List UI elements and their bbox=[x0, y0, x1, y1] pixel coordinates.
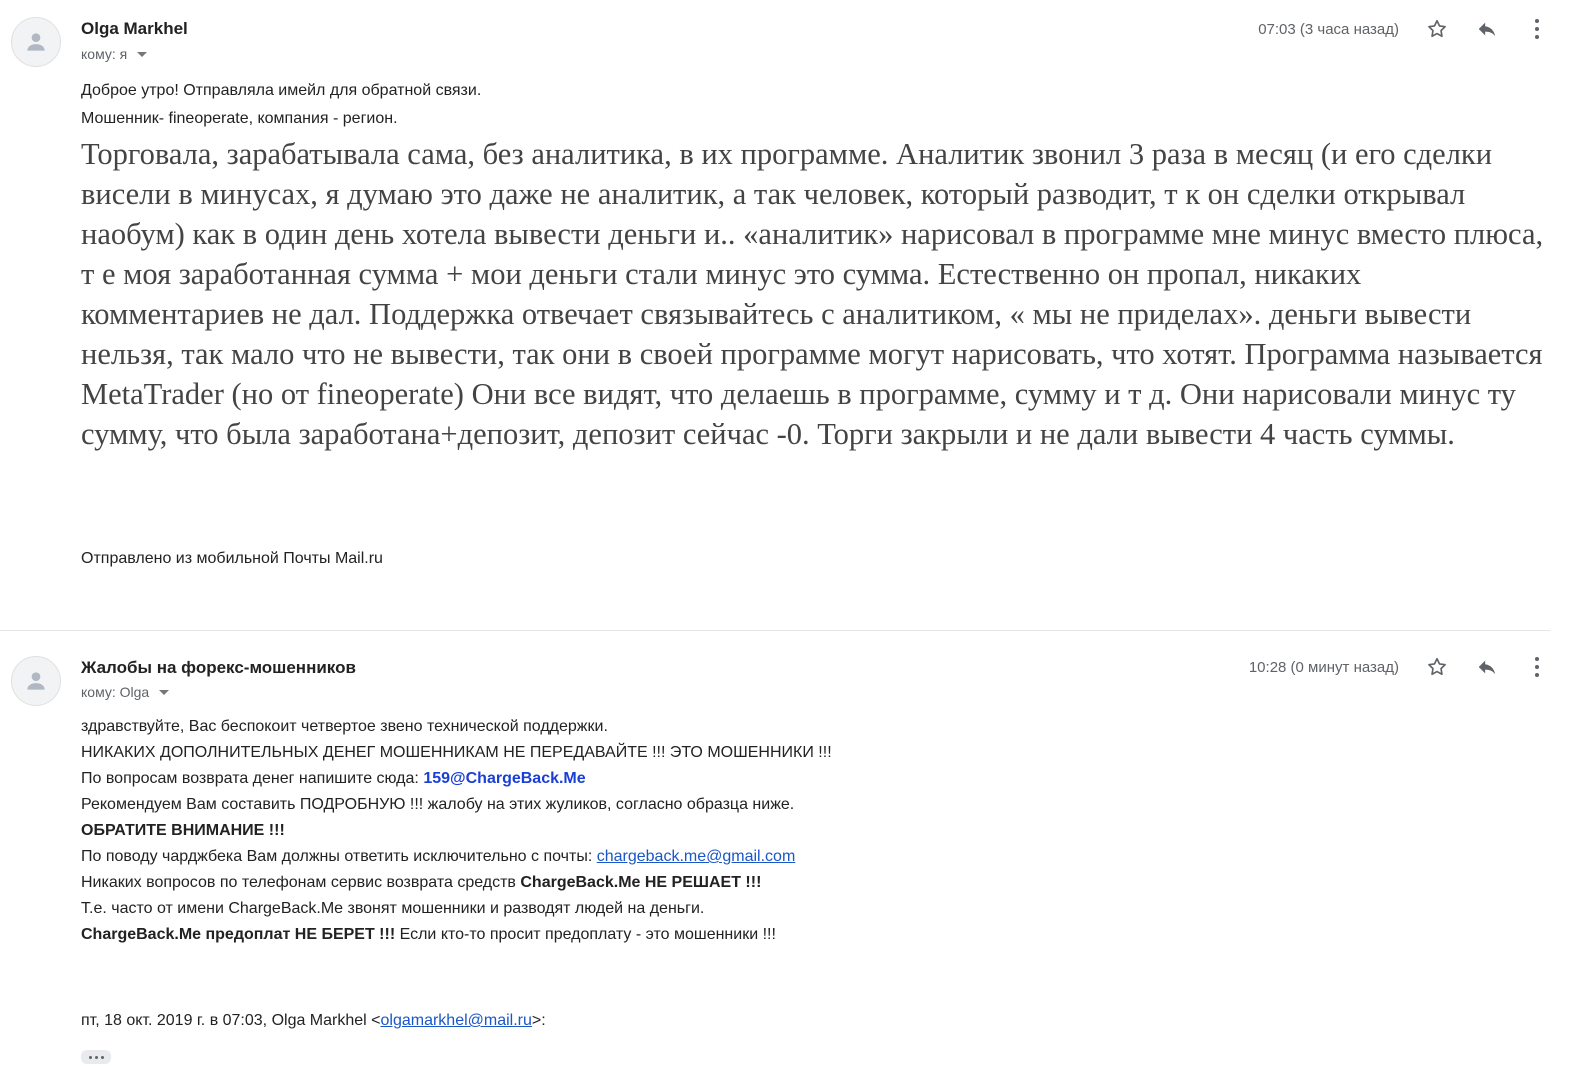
quote-header bbox=[81, 1012, 546, 1030]
quote-text: пт, 18 окт. 2019 г. в 07:03, Olga Markhel < bbox=[81, 1012, 381, 1029]
more-vert-icon bbox=[1534, 656, 1540, 678]
body-text: По вопросам возврата денег напишите сюда: bbox=[81, 770, 424, 787]
message-divider bbox=[0, 630, 1550, 631]
message-time: 07:03 (3 часа назад) bbox=[1258, 21, 1399, 38]
ellipsis-icon bbox=[101, 1056, 104, 1059]
body-text: Никаких вопросов по телефонам сервис возврата средств bbox=[81, 874, 521, 891]
recipient-label: кому: Olga bbox=[81, 684, 150, 700]
recipient-details-toggle[interactable] bbox=[81, 684, 169, 700]
more-vert-icon bbox=[1534, 18, 1540, 40]
more-options-button[interactable] bbox=[1524, 16, 1550, 42]
sender-email-link[interactable]: olgamarkhel@mail.ru bbox=[380, 1012, 532, 1029]
gmail-link[interactable]: chargeback.me@gmail.com bbox=[596, 848, 796, 865]
show-trimmed-content-button[interactable] bbox=[81, 1050, 111, 1064]
message-body-main: Торговала, зарабатывала сама, без аналитика, в их программе. Аналитик звонил 3 раза в месяц (и его сделки висели в минусах, я думаю это даже не аналитик, а так человек, который разводит, т к он сделки открывал наобум) как в один день хотела вывести деньги и.. «аналитик» нарисовал в программе мне минус вместо плюса, т е моя заработанная сумма + мои деньги стали минус это сумма. Естественно он пропал, никаких комментариев не дал. Поддержка отвечает связывайтесь с аналитиком, « мы не приделах». деньги вывести нельзя, так мало что не вывести, так они в своей программе могут нарисовать, что хотят. Программа называется MetaTrader (но от fineoperate) Они все видят, что делаешь в программе, сумму и т д. Они нарисовали минус ту сумму, что была заработана+депозит, депозит сейчас -0. Торги закрыли и не дали вывести 4 часть суммы. bbox=[81, 137, 1544, 451]
caret-down-icon bbox=[137, 52, 147, 57]
body-line bbox=[81, 844, 832, 870]
sender-name[interactable]: Жалобы на форекс-мошенников bbox=[81, 658, 356, 677]
bold-text: ChargeBack.Me предоплат НЕ БЕРЕТ !!! bbox=[81, 926, 396, 943]
reply-icon bbox=[1476, 18, 1498, 40]
person-icon bbox=[23, 29, 49, 55]
person-icon bbox=[23, 668, 49, 694]
body-line: Мошенник- fineoperate, компания - регион. bbox=[81, 110, 398, 127]
chargeback-email-link[interactable]: 159@ChargeBack.Me bbox=[423, 770, 586, 787]
body-text: Если кто-то просит предоплату - это мошенники !!! bbox=[395, 926, 776, 943]
avatar[interactable] bbox=[11, 17, 61, 67]
attention-heading: ОБРАТИТЕ ВНИМАНИЕ !!! bbox=[81, 822, 285, 839]
body-line: Рекомендуем Вам составить ПОДРОБНУЮ !!! жалобу на этих жуликов, согласно образца ниже. bbox=[81, 796, 795, 813]
message-body-intro bbox=[81, 77, 481, 133]
email-message-2 bbox=[0, 632, 1569, 1080]
recipient-details-toggle[interactable] bbox=[81, 46, 147, 62]
reply-icon bbox=[1476, 656, 1498, 678]
body-line: Доброе утро! Отправляла имейл для обратной связи. bbox=[81, 82, 482, 99]
avatar[interactable] bbox=[11, 656, 61, 706]
more-options-button[interactable] bbox=[1524, 654, 1550, 680]
star-button[interactable] bbox=[1424, 16, 1450, 42]
ellipsis-icon bbox=[89, 1056, 92, 1059]
star-button[interactable] bbox=[1424, 654, 1450, 680]
body-line: здравствуйте, Вас беспокоит четвертое звено технической поддержки. bbox=[81, 718, 608, 735]
body-text: По поводу чарджбека Вам должны ответить исключительно с почты: bbox=[81, 848, 597, 865]
reply-button[interactable] bbox=[1474, 16, 1500, 42]
recipient-label: кому: я bbox=[81, 46, 128, 62]
ellipsis-icon bbox=[95, 1056, 98, 1059]
sender-name[interactable]: Olga Markhel bbox=[81, 19, 188, 38]
star-icon bbox=[1426, 656, 1448, 678]
body-line bbox=[81, 922, 832, 948]
body-line bbox=[81, 766, 832, 792]
message-time: 10:28 (0 минут назад) bbox=[1248, 659, 1399, 676]
quote-text: >: bbox=[531, 1012, 546, 1029]
body-line bbox=[81, 870, 832, 896]
body-line bbox=[81, 818, 832, 844]
signature: Отправлено из мобильной Почты Mail.ru bbox=[81, 550, 383, 567]
bold-text: ChargeBack.Me НЕ РЕШАЕТ !!! bbox=[520, 874, 762, 891]
body-line: НИКАКИХ ДОПОЛНИТЕЛЬНЫХ ДЕНЕГ МОШЕННИКАМ НЕ ПЕРЕДАВАЙТЕ !!! ЭТО МОШЕННИКИ !!! bbox=[81, 744, 832, 761]
message-body bbox=[81, 714, 832, 948]
star-icon bbox=[1426, 18, 1448, 40]
reply-button[interactable] bbox=[1474, 654, 1500, 680]
caret-down-icon bbox=[159, 690, 169, 695]
body-line: Т.е. часто от имени ChargeBack.Me звонят мошенники и разводят людей на деньги. bbox=[81, 900, 705, 917]
